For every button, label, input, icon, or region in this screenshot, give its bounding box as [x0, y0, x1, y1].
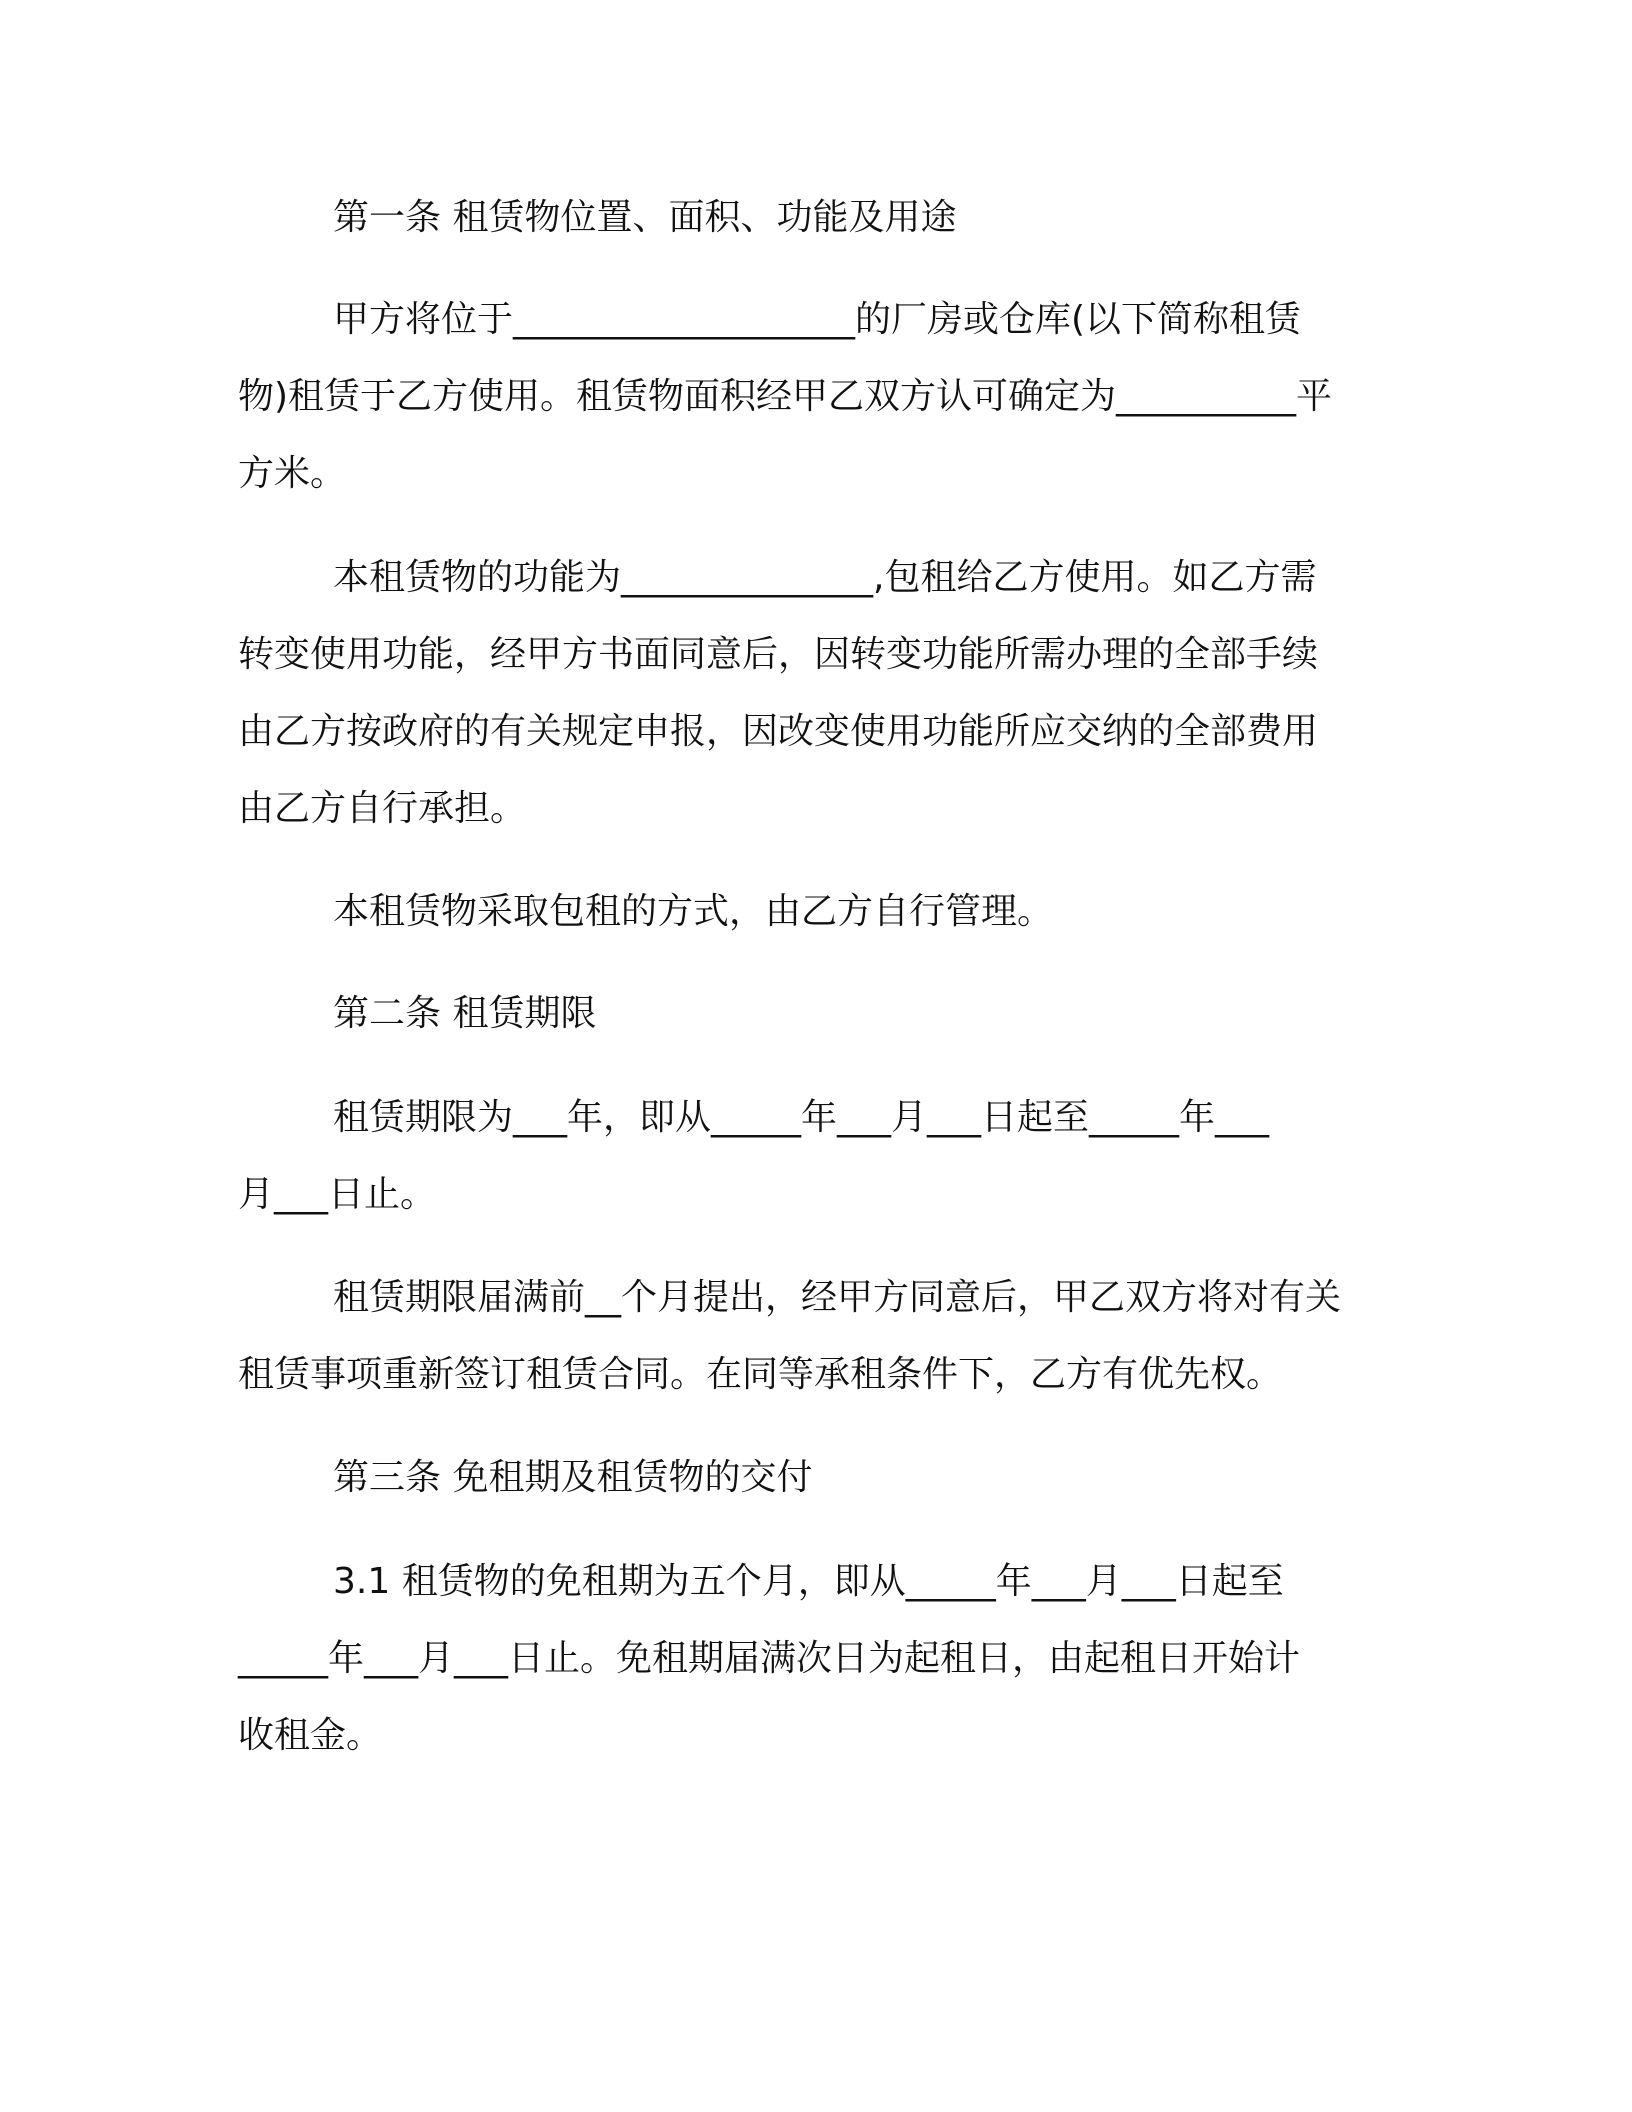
paragraph-line: 租赁事项重新签订租赁合同。在同等承租条件下，乙方有优先权。 — [238, 1354, 1283, 1395]
article-2-heading: 第二条 租赁期限 — [333, 993, 597, 1034]
paragraph-line: 租赁期限为___年，即从_____年___月___日起至_____年___ — [333, 1097, 1270, 1138]
paragraph-line: 本租赁物采取包租的方式，由乙方自行管理。 — [333, 891, 1054, 932]
paragraph-line: 物)租赁于乙方使用。租赁物面积经甲乙双方认可确定为__________平 — [238, 376, 1333, 417]
paragraph-line: 月___日止。 — [238, 1174, 437, 1215]
paragraph-line: 租赁期限届满前__个月提出，经甲方同意后，甲乙双方将对有关 — [333, 1277, 1342, 1318]
paragraph-line: 转变使用功能，经甲方书面同意后，因转变功能所需办理的全部手续 — [238, 634, 1319, 675]
paragraph-line: 收租金。 — [238, 1715, 383, 1756]
paragraph-line: 由乙方按政府的有关规定申报，因改变使用功能所应交纳的全部费用 — [238, 711, 1319, 752]
paragraph-line: 方米。 — [238, 453, 347, 494]
paragraph-line: 本租赁物的功能为______________,包租给乙方使用。如乙方需 — [333, 557, 1317, 598]
paragraph-line: 甲方将位于___________________的厂房或仓库(以下简称租赁 — [333, 299, 1302, 340]
paragraph-line: 由乙方自行承担。 — [238, 788, 527, 829]
article-1-heading: 第一条 租赁物位置、面积、功能及用途 — [333, 197, 957, 238]
paragraph-line: 3.1 租赁物的免租期为五个月，即从_____年___月___日起至 — [333, 1561, 1284, 1602]
article-3-heading: 第三条 免租期及租赁物的交付 — [333, 1457, 813, 1498]
paragraph-line: _____年___月___日止。免租期届满次日为起租日，由起租日开始计 — [238, 1638, 1301, 1679]
